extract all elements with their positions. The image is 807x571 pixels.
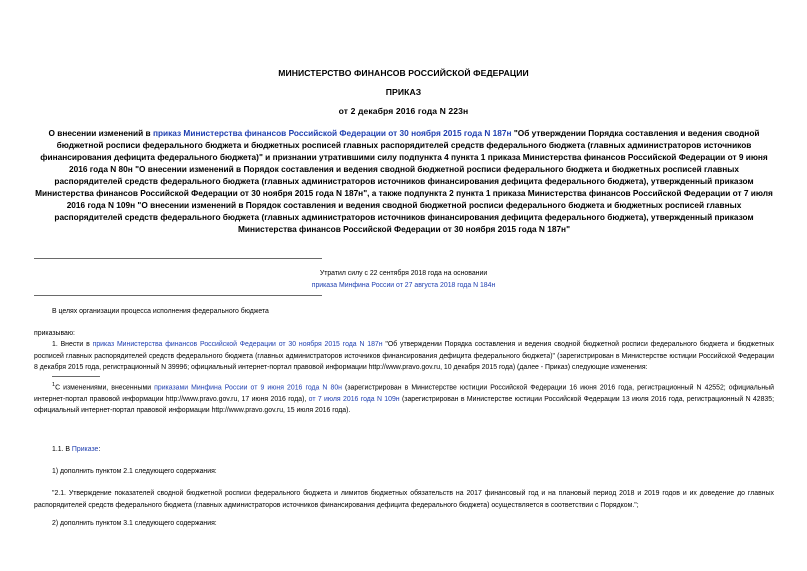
fn-link-order-80n[interactable]: приказами Минфина России от 9 июня 2016 года N 80н	[154, 384, 342, 392]
order-word: приказываю:	[34, 330, 75, 337]
quote-2-1: "2.1. Утверждение показателей сводной бюджетной росписи федерального бюджета и лимитов бюджетных обязательств на 2017 финансовый год и на плановый период 2018 и 2019 годов и их доведение до главных распорядителей средств федерального бюджета (главных администраторов источников финансирования дефицита федерального бюджета) осуществляется в соответствии с Порядком.";	[34, 490, 774, 509]
p1-prefix: 1. Внести в	[52, 341, 93, 348]
divider-bottom	[34, 295, 322, 296]
fn-link-order-109n[interactable]: от 7 июля 2016 года N 109н	[308, 395, 400, 403]
title-rest: "Об утверждении Порядка составления и ведения сводной бюджетной росписи федерального бюджета и бюджетных росписей главных распорядителей средств федерального бюджета (главных администраторов источников финансирования дефицита федерального бюджета)" и признании утратившими силу подпункта 4 пункта 1 приказа Министерства финансов Российской Федерации от 9 июня 2016 года N 80н "О внесении изменений в Порядок составления и ведения сводной бюджетной росписи федерального бюджета и бюджетных росписей главных распорядителей средств федерального бюджета (главных администраторов источников финансирования дефицита федерального бюджета), утвержденный приказом Министерства финансов Российской Федерации от 30 ноября 2015 года N 187н", а также подпункта 2 пункта 1 приказа Министерства финансов Российской Федерации от 7 июля 2016 года N 109н "О внесении изменений в Порядок составления и ведения сводной бюджетной росписи федерального бюджета и бюджетных росписей главных распорядителей средств федерального бюджета (главных администраторов источников финансирования дефицита федерального бюджета), утвержденный приказом Министерства финансов Российской Федерации от 30 ноября 2015 года N 187н"	[35, 128, 773, 235]
date-number-heading: от 2 декабря 2016 года N 223н	[338, 106, 469, 116]
status-note-link[interactable]: приказа Минфина России от 27 августа 2018 года N 184н	[311, 282, 496, 289]
title-link-order-187n[interactable]: приказ Министерства финансов Российской Федерации от 30 ноября 2015 года N 187н	[152, 128, 512, 138]
fn-mid: (зарегистрирован в Министерстве юстиции Российской Федерации 16 июня 2016 года, регистрационный N 42552; официальный интернет-портал правовой информации http://www.pravo.gov.ru, 17 июня 2016 года),	[34, 384, 774, 403]
footnote	[34, 380, 774, 417]
doc-type-heading: ПРИКАЗ	[385, 87, 422, 97]
p1-link-order-187n[interactable]: приказ Министерства финансов Российской Федерации от 30 ноября 2015 года N 187н	[92, 341, 383, 348]
paragraph-1-1	[52, 446, 100, 453]
intro-text: В целях организации процесса исполнения федерального бюджета	[52, 308, 269, 315]
document-title	[34, 127, 774, 235]
divider-top	[34, 258, 322, 259]
fn-prefix: С изменениями, внесенными	[55, 384, 155, 392]
title-prefix: О внесении изменений в	[48, 128, 153, 138]
paragraph-1	[34, 339, 774, 374]
item-1: 1) дополнить пунктом 2.1 следующего содержания:	[52, 468, 217, 475]
p11-link-prikaz[interactable]: Приказе	[71, 446, 99, 453]
footnote-divider	[52, 376, 100, 377]
p1-rest: "Об утверждении Порядка составления и ведения сводной бюджетной росписи федерального бюджета и бюджетных росписей главных распорядителей средств федерального бюджета (главных администраторов источников финансирования дефицита федерального бюджета)" (зарегистрирован в Министерстве юстиции Российской Федерации 8 декабря 2015 года, регистрационный N 39996; официальный интернет-портал правовой информации http://www.pravo.gov.ru, 10 декабря 2015 года) (далее - Приказ) следующие изменения:	[34, 341, 774, 371]
item-2: 2) дополнить пунктом 3.1 следующего содержания:	[52, 520, 217, 527]
p11-prefix: 1.1. В	[52, 446, 72, 453]
p11-suffix: :	[98, 446, 101, 453]
footnote-mark: 1	[52, 382, 56, 388]
status-note-line1: Утратил силу с 22 сентября 2018 года на основании	[319, 270, 488, 277]
ministry-heading: МИНИСТЕРСТВО ФИНАНСОВ РОССИЙСКОЙ ФЕДЕРАЦИИ	[278, 68, 529, 78]
fn-rest: (зарегистрирован в Министерстве юстиции Российской Федерации 13 июля 2016 года, регистрационный N 42835; официальный интернет-портал правовой информации http://www.pravo.gov.ru, 15 июля 2016 года).	[34, 395, 774, 415]
